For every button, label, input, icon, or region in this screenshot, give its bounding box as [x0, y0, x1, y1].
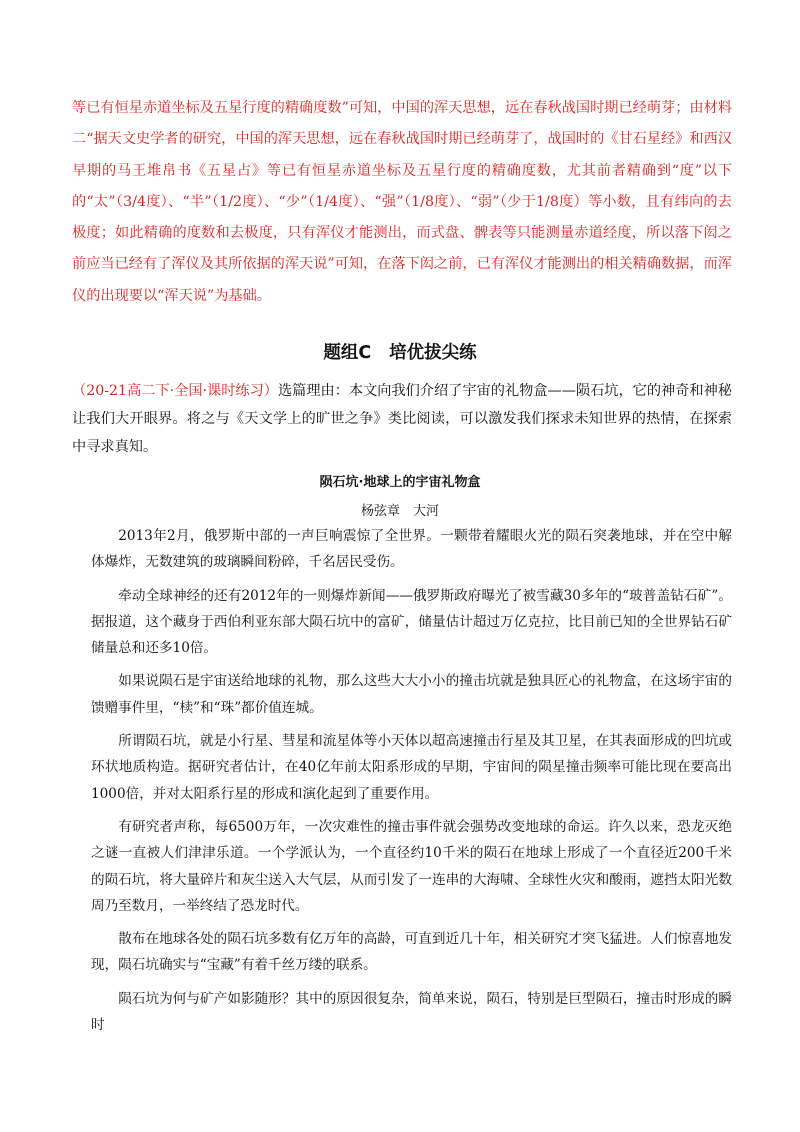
- answer-explanation: [72, 93, 732, 312]
- article-paragraph: 所谓陨石坑，就是小行星、彗星和流星体等小天体以超高速撞击行星及其卫星，在其表面形成的凹坑或环状地质构造。据研究者估计，在40亿年前太阳系形成的早期，宇宙间的陨星撞击频率可能比现在要高出1000倍，并对太阳系行星的形成和演化起到了重要作用。: [91, 733, 732, 802]
- article-body: [91, 523, 732, 1045]
- article-paragraph: 有研究者声称，每6500万年，一次灾难性的撞击事件就会强势改变地球的命运。许久以来，恐龙灭绝之谜一直被人们津津乐道。一个学派认为，一个直径约10千米的陨石在地球上形成了一个直径近200千米的陨石坑，将大量碎片和灰尘送入大气层，从而引发了一连串的大海啸、全球性火灾和酸雨，遮挡太阳光数周乃至数月，一举终结了恐龙时代。: [91, 818, 732, 914]
- article-authors: 杨弦章 大河: [360, 504, 439, 519]
- article-paragraph: 2013年2月，俄罗斯中部的一声巨响震惊了全世界。一颗带着耀眼火光的陨石突袭地球，并在空中解体爆炸，无数建筑的玻璃瞬间粉碎，千名居民受伤。: [91, 528, 732, 571]
- selection-intro: [72, 378, 732, 461]
- article-paragraph: 牵动全球神经的还有2012年的一则爆炸新闻——俄罗斯政府曝光了被雪藏30多年的“玻普盖钻石矿”。据报道，这个藏身于西伯利亚东部大陨石坑中的富矿，储量估计超过万亿克拉，比目前已知的全世界钻石矿储量总和还多10倍。: [91, 587, 732, 657]
- answer-explanation-text: 等已有恒星赤道坐标及五星行度的精确度数”可知，中国的浑天思想，远在春秋战国时期已经萌芽；由材料二“据天文史学者的研究，中国的浑天思想，远在春秋战国时期已经萌芽了，战国时的《甘石星经》和西汉早期的马王堆帛书《五星占》等已有恒星赤道坐标及五星行度的精确度数，尤其前者精确到“度”以下的“太”（3/4度）、“半”（1/2度）、“少”（1/4度）、“强”（1/8度）、“弱”（少于1/8度）等小数，且有纬向的去极度；如此精确的度数和去极度，只有浑仪才能测出，而式盘、髀表等只能测量赤道经度，所以落下闳之前应当已经有了浑仪及其所依据的浑天说”可知，在落下闳之前，已有浑仪才能测出的相关精确数据，而浑仪的出现要以“浑天说”为基础。: [72, 100, 732, 304]
- question-source: （20-21高二下·全国·课时练习）: [72, 383, 278, 399]
- article-paragraph: 陨石坑为何与矿产如影随形？其中的原因很复杂，简单来说，陨石，特别是巨型陨石，撞击时形成的瞬时: [91, 990, 732, 1034]
- article-title: 陨石坑·地球上的宇宙礼物盒: [319, 475, 481, 490]
- article-paragraph: 散布在地球各处的陨石坑多数有亿万年的高龄，可直到近几十年，相关研究才突飞猛进。人们惊喜地发现，陨石坑确实与“宝藏”有着千丝万缕的联系。: [91, 931, 732, 974]
- selection-reason: 选篇理由：本文向我们介绍了宇宙的礼物盒——陨石坑，它的神奇和神秘让我们大开眼界。将之与《天文学上的旷世之争》类比阅读，可以激发我们探求未知世界的热情，在探索中寻求真知。: [72, 383, 732, 455]
- section-title-text: 培优拔尖练: [389, 343, 477, 363]
- article-paragraph: 如果说陨石是宇宙送给地球的礼物，那么这些大大小小的撞击坑就是独具匠心的礼物盒，在这场宇宙的馈赠事件里，“椟”和“珠”都价值连城。: [91, 673, 732, 716]
- section-label: 题组C: [323, 343, 372, 363]
- intro-paragraph: [72, 378, 732, 461]
- section-heading: [0, 339, 800, 364]
